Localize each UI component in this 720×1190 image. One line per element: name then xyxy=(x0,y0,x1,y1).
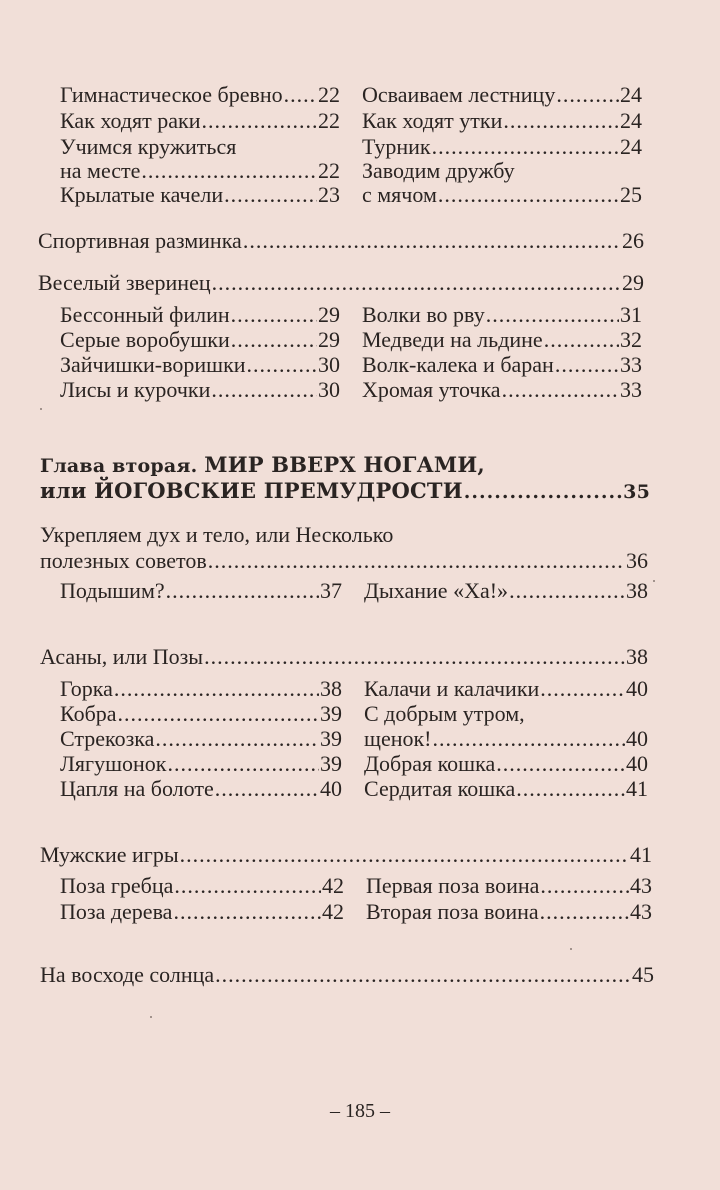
entry-page: 33 xyxy=(620,352,642,377)
entry-page: 41 xyxy=(626,776,648,801)
entry-page: 33 xyxy=(620,377,642,402)
section-title: Мужские игры xyxy=(40,842,179,867)
leader-dots xyxy=(231,327,317,353)
section-page: 29 xyxy=(622,270,644,295)
section-title-line2: полезных советов xyxy=(40,548,207,573)
toc-entry xyxy=(60,578,342,604)
toc-entry xyxy=(364,726,648,752)
leader-dots xyxy=(180,842,629,868)
leader-dots xyxy=(215,962,631,988)
leader-dots xyxy=(211,377,317,403)
toc-entry xyxy=(60,701,342,727)
entry-page: 38 xyxy=(320,676,342,701)
entry-page: 38 xyxy=(626,578,648,603)
entry-title: Добрая кошка xyxy=(364,751,496,776)
toc-entry xyxy=(60,726,342,752)
entry-page: 22 xyxy=(318,108,340,133)
leader-dots xyxy=(540,873,629,899)
entry-title-line1: С добрым утром, xyxy=(364,701,525,726)
section-title: Спортивная разминка xyxy=(38,228,242,253)
entry-page: 24 xyxy=(620,134,642,159)
toc-entry xyxy=(362,352,642,378)
toc-entry xyxy=(60,108,340,134)
entry-title: Осваиваем лестницу xyxy=(362,82,556,107)
entry-title: Гимнастическое бревно xyxy=(60,82,283,107)
entry-page: 29 xyxy=(318,327,340,352)
toc-entry xyxy=(60,676,342,702)
entry-title: Волки во рву xyxy=(362,302,485,327)
leader-dots xyxy=(432,134,619,160)
leader-dots xyxy=(114,676,319,702)
entry-page: 22 xyxy=(318,82,340,107)
chapter-heading-line2 xyxy=(40,478,650,505)
toc-section-entry xyxy=(40,644,648,670)
entry-page: 40 xyxy=(320,776,342,801)
toc-entry xyxy=(362,134,642,160)
section-title: На восходе солнца xyxy=(40,962,215,987)
entry-title: Хромая уточка xyxy=(362,377,501,402)
chapter-title-line2: или ЙОГОВСКИЕ ПРЕМУДРОСТИ xyxy=(40,478,463,503)
entry-title: Как ходят раки xyxy=(60,108,201,133)
entry-page: 43 xyxy=(630,873,652,898)
entry-title: Дыхание «Ха!» xyxy=(364,578,509,603)
toc-entry xyxy=(364,676,648,702)
entry-title: Серые воробушки xyxy=(60,327,230,352)
leader-dots xyxy=(141,158,317,184)
leader-dots xyxy=(155,726,319,752)
entry-page: 25 xyxy=(620,182,642,207)
entry-title: Турник xyxy=(362,134,431,159)
entry-page: 29 xyxy=(318,302,340,327)
leader-dots xyxy=(544,327,619,353)
toc-entry xyxy=(60,82,340,108)
entry-page: 42 xyxy=(322,873,344,898)
section-page: 41 xyxy=(630,842,652,867)
entry-page: 30 xyxy=(318,377,340,402)
leader-dots xyxy=(516,776,625,802)
leader-dots xyxy=(284,82,317,108)
entry-title: Бессонный филин xyxy=(60,302,230,327)
paper-speck xyxy=(150,1016,152,1018)
section-page: 38 xyxy=(626,644,648,669)
leader-dots xyxy=(174,873,321,899)
toc-entry xyxy=(60,352,340,378)
toc-entry xyxy=(366,899,652,925)
section-title: Веселый зверинец xyxy=(38,270,211,295)
toc-entry xyxy=(60,751,342,777)
toc-entry xyxy=(364,578,648,604)
leader-dots xyxy=(167,751,319,777)
entry-title-line2: щенок! xyxy=(364,726,432,751)
leader-dots xyxy=(247,352,317,378)
section-title: Асаны, или Позы xyxy=(40,644,204,669)
entry-title: Кобра xyxy=(60,701,117,726)
page-number: – 185 – xyxy=(330,1100,390,1122)
entry-title: Подышим? xyxy=(60,578,165,603)
leader-dots xyxy=(215,776,319,802)
leader-dots xyxy=(540,676,625,702)
toc-entry xyxy=(362,302,642,328)
toc-entry xyxy=(60,873,344,899)
leader-dots xyxy=(231,302,317,328)
entry-page: 39 xyxy=(320,701,342,726)
entry-title: Калачи и калачики xyxy=(364,676,540,701)
chapter-label: Глава вторая. xyxy=(40,455,198,477)
entry-page: 40 xyxy=(626,751,648,776)
entry-page: 39 xyxy=(320,726,342,751)
entry-page: 24 xyxy=(620,108,642,133)
toc-entry xyxy=(364,776,648,802)
leader-dots xyxy=(486,302,619,328)
section-page: 26 xyxy=(622,228,644,253)
entry-page: 43 xyxy=(630,899,652,924)
toc-section-entry xyxy=(40,842,652,868)
toc-entry xyxy=(60,302,340,328)
paper-speck xyxy=(570,948,572,950)
toc-section-entry xyxy=(38,228,644,254)
leader-dots xyxy=(509,578,625,604)
entry-page: 39 xyxy=(320,751,342,776)
entry-page: 23 xyxy=(318,182,340,207)
entry-title: Зайчишки-воришки xyxy=(60,352,246,377)
leader-dots xyxy=(555,352,619,378)
leader-dots xyxy=(166,578,319,604)
section-page: 36 xyxy=(626,548,648,573)
entry-title: Как ходят утки xyxy=(362,108,503,133)
section-page: 45 xyxy=(632,962,654,987)
entry-title: Медведи на льдине xyxy=(362,327,543,352)
toc-entry xyxy=(60,182,340,208)
leader-dots xyxy=(438,182,619,208)
entry-title: Сердитая кошка xyxy=(364,776,516,801)
entry-page: 40 xyxy=(626,676,648,701)
toc-section-entry xyxy=(40,962,654,988)
toc-entry xyxy=(362,327,642,353)
entry-title: Крылатые качели xyxy=(60,182,224,207)
leader-dots xyxy=(496,751,625,777)
leader-dots xyxy=(212,270,621,296)
chapter-title-caps: МИР ВВЕРХ НОГАМИ, xyxy=(204,452,485,477)
chapter-heading-line1 xyxy=(40,452,485,479)
entry-title: Поза дерева xyxy=(60,899,173,924)
entry-title: Горка xyxy=(60,676,113,701)
chapter-page: 35 xyxy=(623,481,650,503)
leader-dots xyxy=(540,899,629,925)
toc-section-entry xyxy=(38,270,644,296)
entry-title: Поза гребца xyxy=(60,873,174,898)
entry-title: Вторая поза воина xyxy=(366,899,539,924)
toc-entry xyxy=(364,751,648,777)
leader-dots xyxy=(208,548,625,574)
paper-speck xyxy=(653,580,655,582)
leader-dots xyxy=(464,479,622,505)
entry-page: 40 xyxy=(626,726,648,751)
leader-dots xyxy=(118,701,319,727)
toc-entry xyxy=(60,899,344,925)
leader-dots xyxy=(243,228,621,254)
toc-entry xyxy=(362,108,642,134)
leader-dots xyxy=(503,108,619,134)
leader-dots xyxy=(202,108,317,134)
entry-page: 24 xyxy=(620,82,642,107)
entry-title: Стрекозка xyxy=(60,726,155,751)
entry-page: 31 xyxy=(620,302,642,327)
toc-entry xyxy=(60,776,342,802)
leader-dots xyxy=(204,644,625,670)
toc-entry xyxy=(60,327,340,353)
entry-title-line1: Заводим дружбу xyxy=(362,158,515,183)
entry-title-line1: Учимся кружиться xyxy=(60,134,237,159)
entry-title: Лягушонок xyxy=(60,751,167,776)
entry-page: 30 xyxy=(318,352,340,377)
toc-entry xyxy=(60,377,340,403)
section-title-line1: Укрепляем дух и тело, или Несколько xyxy=(40,522,394,547)
entry-title-line2: с мячом xyxy=(362,182,437,207)
entry-title: Первая поза воина xyxy=(366,873,540,898)
entry-page: 22 xyxy=(318,158,340,183)
entry-title: Цапля на болоте xyxy=(60,776,214,801)
leader-dots xyxy=(173,899,321,925)
entry-title-line2: на месте xyxy=(60,158,141,183)
toc-section-entry xyxy=(40,548,648,574)
leader-dots xyxy=(433,726,626,752)
entry-page: 42 xyxy=(322,899,344,924)
leader-dots xyxy=(556,82,619,108)
toc-entry xyxy=(366,873,652,899)
entry-page: 37 xyxy=(320,578,342,603)
toc-entry xyxy=(362,182,642,208)
entry-title: Волк-калека и баран xyxy=(362,352,554,377)
leader-dots xyxy=(502,377,619,403)
paper-speck xyxy=(40,408,42,410)
entry-page: 32 xyxy=(620,327,642,352)
entry-title: Лисы и курочки xyxy=(60,377,211,402)
toc-entry xyxy=(60,158,340,184)
toc-entry xyxy=(362,377,642,403)
toc-entry xyxy=(362,82,642,108)
leader-dots xyxy=(224,182,317,208)
